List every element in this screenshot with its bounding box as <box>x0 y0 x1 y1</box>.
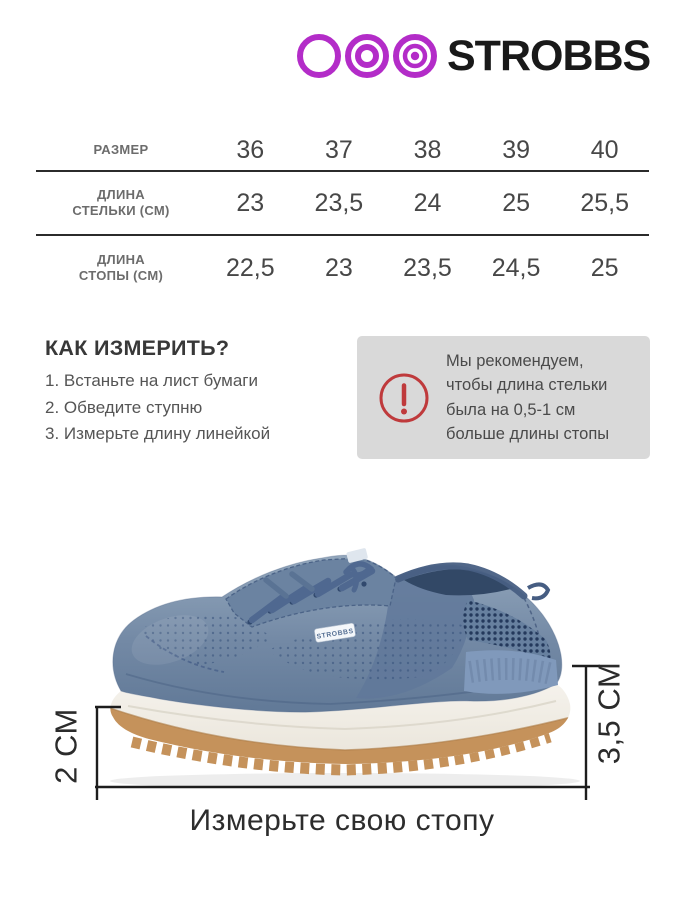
sneaker-figure <box>30 538 650 850</box>
table-cell: 36 <box>236 135 265 164</box>
sneaker-photo <box>85 548 605 805</box>
row-label: ДЛИНА СТОПЫ (СМ) <box>78 252 164 283</box>
exclamation-circle-icon <box>378 372 430 424</box>
table-cell: 37 <box>324 135 353 164</box>
table-row-insole-length <box>36 170 649 234</box>
table-cell: 25,5 <box>580 188 630 217</box>
table-cell: 40 <box>590 135 619 164</box>
measure-caption: Измерьте свою стопу <box>189 804 495 837</box>
table-row-foot-length <box>36 234 649 300</box>
brand-name: STROBBS <box>447 32 651 80</box>
note-text: Мы рекомендуем, чтобы длина стельки была на 0,5-1 см больше длины стопы <box>446 351 610 443</box>
how-to-steps <box>45 368 270 448</box>
heel-height-label: 3,5 СМ <box>591 661 627 765</box>
step-item: 2. Обведите ступню <box>45 397 203 417</box>
table-cell: 24,5 <box>491 253 541 282</box>
brand-logo <box>296 30 652 82</box>
row-label: ДЛИНА СТЕЛЬКИ (СМ) <box>72 187 170 218</box>
front-height-label: 2 СМ <box>48 708 84 784</box>
heel-pull-tab <box>528 584 548 598</box>
table-cell: 25 <box>502 188 530 217</box>
table-cell: 22,5 <box>225 253 275 282</box>
table-cell: 38 <box>413 135 442 164</box>
svg-text:STROBBS: STROBBS <box>316 627 355 641</box>
table-cell: 24 <box>413 188 442 217</box>
table-row-size <box>36 130 649 170</box>
table-cell: 25 <box>590 253 619 282</box>
step-item: 3. Измерьте длину линейкой <box>45 424 271 443</box>
step-item: 1. Встаньте на лист бумаги <box>45 371 258 390</box>
recommendation-note <box>357 336 650 459</box>
table-cell: 23 <box>236 188 265 217</box>
table-cell: 23,5 <box>314 188 364 217</box>
table-cell: 39 <box>502 135 530 164</box>
row-label: РАЗМЕР <box>93 142 149 157</box>
size-table <box>36 130 649 300</box>
three-circles-icon <box>296 30 438 82</box>
table-cell: 23 <box>324 253 353 282</box>
how-to-title: КАК ИЗМЕРИТЬ? <box>45 336 230 360</box>
table-cell: 23,5 <box>403 253 452 282</box>
